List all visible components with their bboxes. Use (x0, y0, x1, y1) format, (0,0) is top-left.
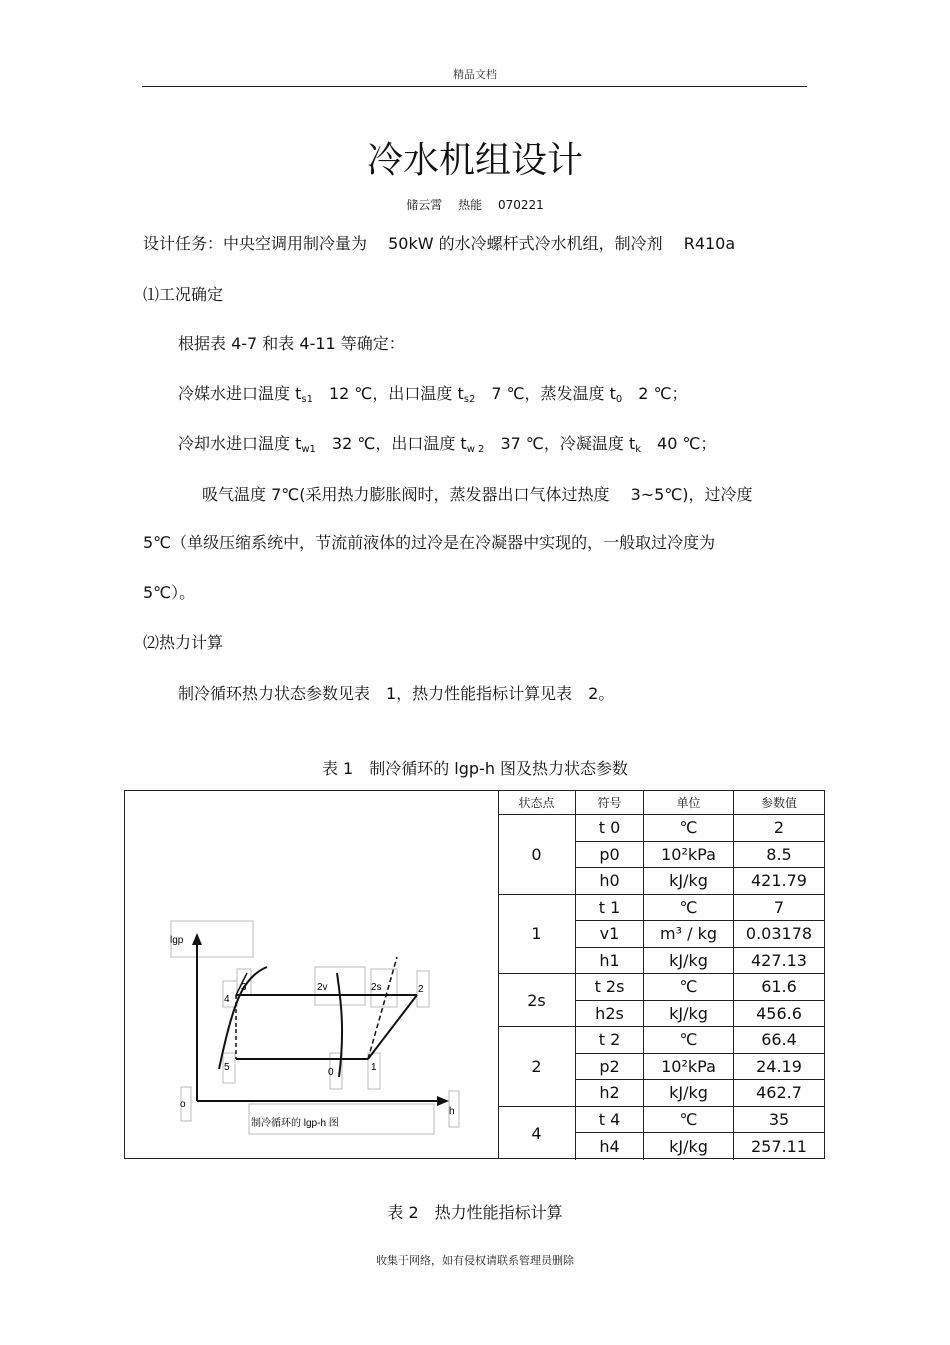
state-point-cell: 2 (498, 1027, 576, 1107)
state-point-cell: 2s (498, 974, 576, 1027)
chilled-sub-3: 0 (615, 394, 623, 405)
value-cell: 2 (734, 815, 824, 842)
author-line (0, 196, 950, 213)
unit-cell: 10²kPa (644, 842, 734, 869)
label-2s: 2s (371, 982, 382, 993)
label-2: 2 (418, 984, 424, 995)
symbol-cell: h2s (576, 1001, 644, 1028)
symbol-cell: h0 (576, 868, 644, 895)
page-footer: 收集于网络，如有侵权请联系管理员删除 (376, 1254, 574, 1267)
diagram-caption: 制冷循环的 lgp-h 图 (251, 1118, 339, 1129)
section-thermal: ⑵热力计算 (143, 633, 224, 652)
label-1: 1 (371, 1062, 377, 1073)
value-cell: 456.6 (734, 1001, 824, 1028)
saturated-vapor-curve (337, 973, 342, 1077)
doc-title: 冷水机组设计 (366, 140, 583, 181)
cooling-text-3: 37 ℃，冷凝温度 t (484, 434, 636, 453)
label-lgp: lgp (170, 935, 184, 946)
symbol-cell: t 2 (576, 1027, 644, 1054)
unit-cell: ℃ (644, 1107, 734, 1134)
unit-cell: 10²kPa (644, 1054, 734, 1081)
value-cell: 257.11 (751, 1136, 807, 1156)
chilled-text-4: 2 ℃； (622, 384, 688, 403)
symbol-cell: v1 (576, 921, 644, 948)
unit-cell: m³ / kg (644, 921, 734, 948)
label-h: h (449, 1106, 455, 1117)
design-task: 设计任务：中央空调用制冷量为 50kW 的水冷螺杆式冷水机组，制冷剂 R410a (143, 234, 736, 253)
table-header-cell: 单位 (644, 791, 734, 815)
label-5: 5 (224, 1062, 230, 1073)
symbol-cell: p0 (576, 842, 644, 869)
unit-cell: ℃ (644, 815, 734, 842)
table1-caption: 表 1 制冷循环的 lgp-h 图及热力状态参数 (321, 759, 629, 778)
symbol-cell: t 0 (576, 815, 644, 842)
symbol-cell: p2 (576, 1054, 644, 1081)
compression-line (368, 995, 417, 1059)
label-o: o (180, 1099, 186, 1110)
table-header-cell: 状态点 (498, 791, 576, 815)
section-conditions: ⑴工况确定 (143, 285, 224, 304)
chilled-text-3: 7 ℃，蒸发温度 t (475, 384, 616, 403)
cooling-water-line (178, 431, 716, 455)
lgp-h-diagram (125, 791, 498, 1158)
author-name: 储云霄 (406, 198, 443, 212)
chilled-water-line (178, 381, 688, 405)
symbol-cell: t 1 (576, 895, 644, 922)
label-3: 3 (241, 982, 247, 993)
state-table (124, 790, 825, 1159)
page-header: 精品文档 (453, 68, 497, 81)
label-2v: 2v (317, 982, 328, 993)
label-0: 0 (328, 1067, 334, 1078)
author-major: 热能 (458, 198, 483, 212)
refs-text: 制冷循环热力状态参数见表 1，热力性能指标计算见表 2。 (178, 684, 615, 703)
x-axis-arrow (437, 1096, 449, 1106)
value-cell: 35 (734, 1107, 824, 1134)
suction-line-1: 吸气温度 7℃(采用热力膨胀阀时，蒸发器出口气体过热度 3~5℃)，过冷度 (202, 485, 753, 504)
cooling-text-4: 40 ℃； (641, 434, 717, 453)
unit-cell: ℃ (644, 895, 734, 922)
symbol-cell: h1 (576, 948, 644, 975)
suction-line-3: 5℃）。 (143, 583, 196, 602)
basis-text: 根据表 4-7 和表 4-11 等确定： (178, 334, 405, 353)
cooling-text-1: 冷却水进口温度 t (178, 434, 302, 453)
table-header-cell: 参数值 (734, 791, 824, 815)
value-cell: 24.19 (734, 1054, 824, 1081)
isentropic-dash (368, 957, 397, 1059)
state-point-cell: 1 (498, 895, 576, 975)
unit-cell: kJ/kg (644, 948, 734, 975)
value-cell: 421.79 (734, 868, 824, 895)
symbol-cell: t 4 (576, 1107, 644, 1134)
cooling-sub-2: w 2 (466, 444, 485, 455)
unit-cell: kJ/kg (644, 1001, 734, 1028)
value-cell: 61.6 (734, 974, 824, 1001)
symbol-cell: h4 (576, 1133, 644, 1160)
symbol-cell: t 2s (576, 974, 644, 1001)
cooling-sub-1: w1 (301, 444, 316, 455)
table-header-cell: 符号 (576, 791, 644, 815)
suction-line-2: 5℃（单级压缩系统中，节流前液体的过冷是在冷凝器中实现的，一般取过冷度为 (143, 533, 716, 552)
unit-cell: kJ/kg (644, 1133, 734, 1160)
symbol-cell: h2 (576, 1080, 644, 1107)
unit-cell: ℃ (644, 1027, 734, 1054)
value-cell: 462.7 (734, 1080, 824, 1107)
chilled-text-2: 12 ℃，出口温度 t (312, 384, 464, 403)
value-cell: 427.13 (734, 948, 824, 975)
value-cell: 7 (734, 895, 824, 922)
chilled-sub-1: s1 (301, 394, 313, 405)
label-4: 4 (224, 994, 230, 1005)
value-cell: 0.03178 (734, 921, 824, 948)
author-id: 070221 (497, 198, 544, 212)
chilled-sub-2: s2 (463, 394, 476, 405)
unit-cell: kJ/kg (644, 868, 734, 895)
header-rule (142, 86, 807, 87)
chilled-text-1: 冷媒水进口温度 t (178, 384, 302, 403)
state-point-cell: 0 (498, 815, 576, 895)
state-point-cell: 4 (498, 1107, 576, 1160)
unit-cell: ℃ (644, 974, 734, 1001)
table2-caption: 表 2 热力性能指标计算 (387, 1203, 563, 1222)
y-axis-arrow (192, 933, 202, 945)
unit-cell: kJ/kg (644, 1080, 734, 1107)
cooling-text-2: 32 ℃，出口温度 t (315, 434, 467, 453)
value-cell: 66.4 (734, 1027, 824, 1054)
cooling-sub-3: k (635, 444, 642, 455)
value-cell: 8.5 (734, 842, 824, 869)
